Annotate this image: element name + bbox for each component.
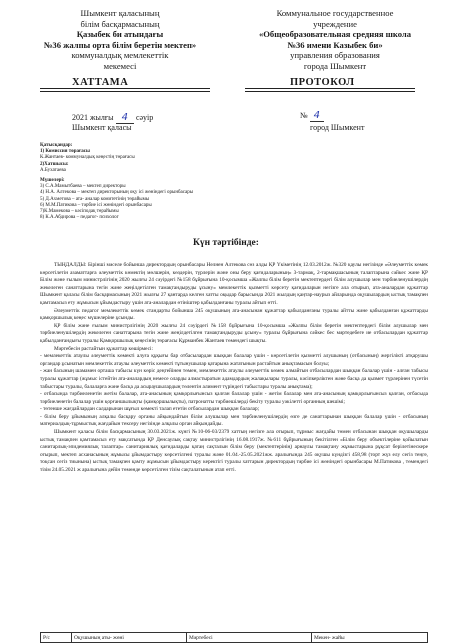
body-paragraph: ТЫҢДАЛДЫ: Бірінші мәселе бойынша директордың орынбасары Нелнен Алтекова сөз алды ҚР Үкіметінің 12.03.2012ж. №320 қаулы негізінде «Әлеуметтік көмек көрсетілетін азаматтарға әлеуметтік көмектің мөлшерін, көздерін, түрлерін және оны беру қағидаларының» 3-тармақ, 2-тармақшасының талаптарына сәйкес және ҚР Білім және ғылым министрлігінің 2020 жылғы 24 сәуірдегі №158 бұйрығына 10-қосымша «Жалпы білім беретін мектептердегі білім алушылар мен тәрбиеленушілердің жекелеген санаттарына тегін және жеңілдетілген тамақтандыруды ұсыну» мемлекеттік қызметті көрсету қағидаларын негізге ала отырып, ата-аналардан құжаттар Шымкент қаласы білім басқармасының 2021 жылғы 27 қантарда келген хатты оқыдар барысында 2021 жылдың қаңтар-наурыз айларында оқушылардың ыстық тамақпен қамтамасыз ету жұмысын ұйымдастыру үшін ата-аналардан өтініштер қабылданғаны туралы айтып өтті.: [40, 262, 428, 306]
header-line: Шымкент қаласының: [80, 8, 160, 18]
body-paragraph: - білім беру ұйымының алқалы басқару органы айқындайтын білім алушылар мен тәрбиеленушілердің өзге де санаттарынан шыққан балалар үшін - отбасының материалдық-тұрмыстық жағдайын тексеру негізінде алқалы орган айқындайды.: [40, 413, 428, 428]
body-paragraph: - төтенше жағдайлардан салдарынан шұғыл көмекті талап ететін отбасылардан шыққан балалар;: [40, 406, 260, 413]
number-value: 4: [310, 110, 324, 122]
students-table: [40, 632, 428, 643]
table-header-row: [41, 633, 428, 643]
number-prefix: №: [300, 111, 308, 120]
header-russian: [245, 8, 425, 72]
body-paragraph: - мемлекеттік атаулы әлеуметтік көмекті алуға құқығы бар отбасылардан шыққан балалар үшін - көрсетілетін қызметті алушының (отбасының) жергілікті атқарушы органдар ұсынатын мемлекеттік атаулы әлеуметтік көмекті тұтынушылар қатарына жататынын растайтын анықтамасын болуы;: [40, 353, 428, 367]
member-item: 8) К.А.Абдирова – педагог- психолог: [40, 215, 119, 221]
header-line: №36 имени Казыбек би»: [287, 39, 383, 50]
header-line: мекемесі: [103, 60, 137, 71]
member-item: 7)К.Мамекова – кәсіподақ төрайымы: [40, 209, 119, 215]
member-item: 4) Н.А. Алтекова – мектеп директорының оқу ісі жөніндегі орынбасары: [40, 190, 194, 196]
body-paragraph: ҚР білім және ғылым министрлігінің 2020 жылғы 24 сәуірдегі №158 бұйрығына 10-қосымша «Жалпы білім беретін мектептердегі білім алушылар мен тәрбиеленушілердің жекелеген санаттарына тегін және жеңілдетілген тамақтандыруды ұсыну» туралы бұйрығына сәйкес бес мәртедебеге ие отбасылардан құжаттар қабылданғандығы туралы Қамқоршылық кеңесінің төрағасы Құрманбек Жантаев төмендегі шықты.: [40, 322, 428, 344]
title-kazakh: ХАТТАМА: [72, 77, 129, 88]
agenda-title: Күн тәртібінде:: [193, 238, 259, 248]
secretary-label: 2)Хатшысы:: [40, 161, 69, 167]
protocol-body: [40, 262, 428, 475]
members-label: Мүшелері:: [40, 178, 65, 184]
member-item: 6) М.М.Патикова – тәрбие ісі жөніндегі орынбасары: [40, 202, 152, 208]
body-paragraph: - отбасында тәрбиеленетін жетім балалар, ата-анасының қамқорлығынсыз қалған балалар үшін - жетім балалар мен ата-анасының қамқорлығынсыз қалған, отбасыда тәрбиеленетін балалар үшін қорғаншылықты (қамқоршылықты), патронатты тәрбиешілерді бекіту туралы уәкілетті органның шешімі;: [40, 391, 428, 405]
body-paragraph: Шымкент қаласы білім басқармасының 30.03.2021ж. күнгі №10-06-03/2379 хаттың негізге ала отырып, тұрмыс жағдайы төмен отбасынан шыққан оқушыларды ыстық тамақпен қамтамасыз ету мақсатында ҚР Денсаулық сақтау министрлігінің 16.08.1917ж. №611 бұйрығының бекітілген «Білім беру объектілеріне қойылатын санитарлық-эпидемиялық талаптар» санитариялық қағидаларды қатаң сақталын білім беру (мектептерінің) арнаулы тамақтану жұмыстарына рұқсат берілетінескере отырып, мектеп асханасының жұмысы ұйымдастыру көрсетілгені туралы және 01.04.-25.05.2021жж. аралығында 245 оқушы күндізгі 458,98 (торт жүз елу сегіз теңге, тоқсан сегіз тиынына) ыстық тамақпен қамту жұмысын ұйымдастыру керектігі туралы хаттарын директордың тәрбие ісі жөніндегі орынбасары М.Патикова , төмендегі тізім 24.05.2021 ж аралығына дейін төмөнде көрсетілген тізім сақталатынын атап өтті.: [40, 429, 428, 474]
body-paragraph: Мәртебесін растайтын құжаттар көшірмесі:: [54, 345, 153, 352]
header-line: коммуналдық мемлекеттік: [71, 50, 169, 61]
header-divider-left-thin: [40, 91, 210, 92]
header-line: города Шымкент: [303, 60, 367, 71]
attendees-block: [40, 143, 430, 221]
table-header-cell: Мәртебесі: [187, 633, 312, 643]
chair-label: 1) Комиссия төрағасы: [40, 149, 90, 155]
date-month: сәуір: [135, 113, 154, 122]
header-line: Коммунальное государственное: [276, 8, 394, 18]
header-divider-right-thin: [245, 91, 415, 92]
table-header-cell: Р/с: [41, 633, 72, 643]
header-line: №36 жалпы орта білім беретін мектеп»: [43, 39, 197, 50]
city-kazakh: Шымкент қаласы: [72, 123, 132, 132]
header-line: управления образования: [290, 50, 380, 61]
header-divider-left: [40, 88, 210, 89]
date-day: 4: [116, 112, 134, 124]
protocol-date: [72, 112, 153, 123]
date-prefix: 2021 жылғы: [72, 113, 114, 122]
protocol-number: [300, 110, 324, 121]
header-line: Қазыбек би атындағы: [76, 29, 164, 40]
member-item: 3) С.А.Мамытбаева – мектеп директоры: [40, 184, 126, 190]
body-paragraph: - жан басының шамамен орташа табысы күн көріс деңгейінен төмен, мемлекеттік атаулы әлеуметтік көмек алмайтын отбасылардан шыққан балалар үшін - алған табысы туралы құжаттар (жұмыс істейтін ата-аналардың немесе оларды алмастыратын адамдардың жалақылары туралы, кәсіпкерліктен және басқа да қызмет түрлерінен түсетін табыстары туралы, балаларға және басқа да асыраушылардың төлентін алимент түріндегі табыстары туралы анықтама);: [40, 368, 428, 390]
chair-value: К.Жантаев- коммуналдық кеңестің төрағасы: [40, 155, 135, 161]
header-kazakh: [40, 8, 200, 72]
title-russian: ПРОТОКОЛ: [290, 77, 355, 88]
header-line: «Общеобразовательная средняя школа: [258, 29, 412, 40]
table-header-cell: Оқушының аты- жөні: [72, 633, 187, 643]
header-line: учреждение: [313, 18, 357, 29]
body-paragraph: Әлеуметтік педагог мемлекеттік көмек стандарты бойынша 245 оқушының ата-анасынан құжаттар қабылданғаны туралы айтты және қабылданған құжаттарды қамқоршылық кеңес мүшелеріне ұсынды.: [40, 307, 428, 322]
header-line: білім басқармасының: [80, 18, 160, 29]
member-item: 5) Д.Ахметова – ата- аналар комитетінің төрайымы: [40, 196, 150, 202]
header-divider-right: [245, 88, 415, 89]
city-russian: город Шымкент: [310, 123, 365, 132]
table-header-cell: Мекен- жайы: [312, 633, 428, 643]
secretary-value: А.Бухатаева: [40, 167, 66, 173]
attended-label: Қатысқандар:: [40, 143, 73, 148]
